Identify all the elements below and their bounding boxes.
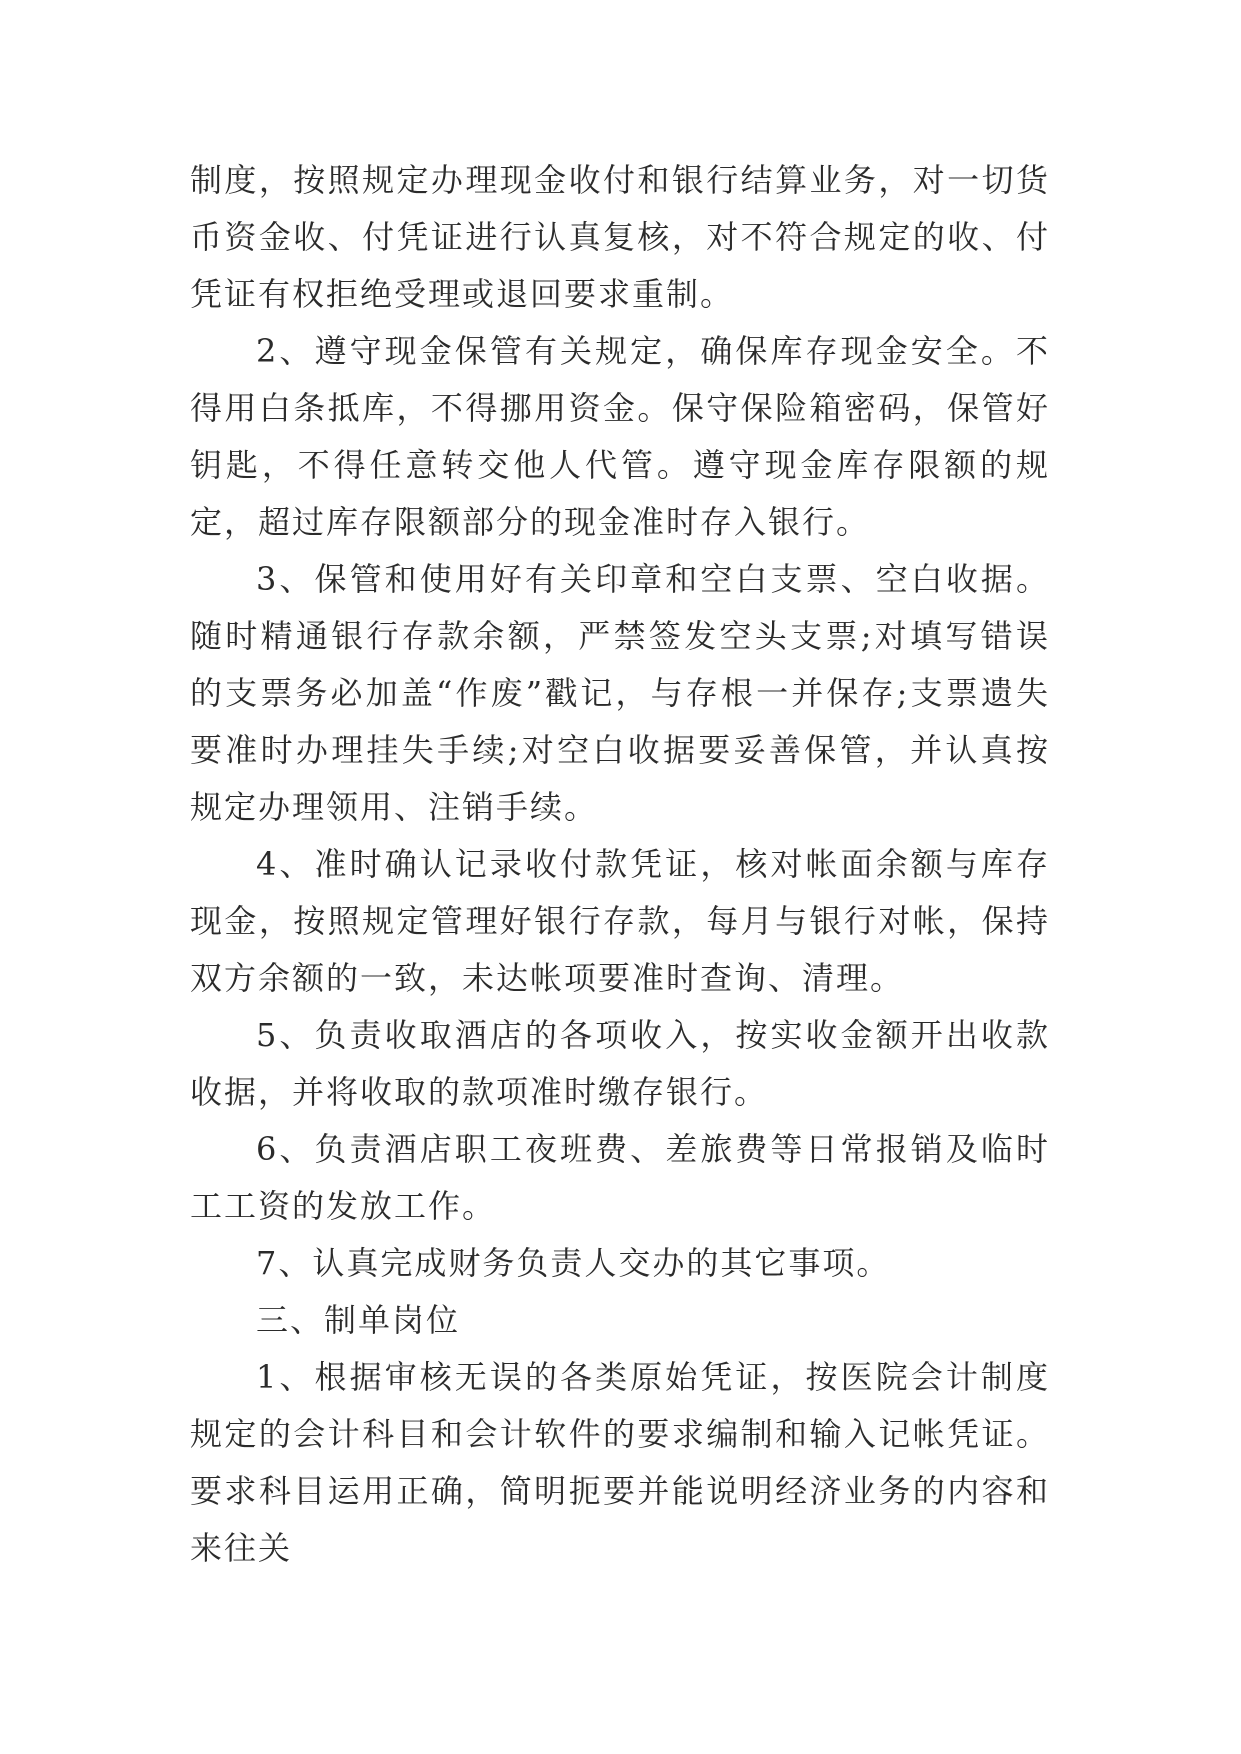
paragraph-item-4: 4、准时确认记录收付款凭证，核对帐面余额与库存现金，按照规定管理好银行存款，每月与银行对帐，保持双方余额的一致，未达帐项要准时查询、清理。	[190, 845, 1050, 997]
paragraph-voucher-item-1: 1、根据审核无误的各类原始凭证，按医院会计制度规定的会计科目和会计软件的要求编制和输入记帐凭证。要求科目运用正确，简明扼要并能说明经济业务的内容和来往关	[190, 1358, 1050, 1567]
paragraph-item-5: 5、负责收取酒店的各项收入，按实收金额开出收款收据，并将收取的款项准时缴存银行。	[190, 1016, 1050, 1111]
paragraph-item-7: 7、认真完成财务负责人交办的其它事项。	[256, 1244, 891, 1282]
paragraph-item-2: 2、遵守现金保管有关规定，确保库存现金安全。不得用白条抵库，不得挪用资金。保守保险箱密码，保管好钥匙，不得任意转交他人代管。遵守现金库存限额的规定，超过库存限额部分的现金准时存入银行。	[190, 332, 1050, 541]
document-body	[190, 152, 1050, 1577]
paragraph-cash-rules-continued: 制度，按照规定办理现金收付和银行结算业务，对一切货币资金收、付凭证进行认真复核，对不符合规定的收、付凭证有权拒绝受理或退回要求重制。	[190, 161, 1050, 313]
section-heading: 三、制单岗位	[256, 1301, 461, 1339]
paragraph-item-6: 6、负责酒店职工夜班费、差旅费等日常报销及临时工工资的发放工作。	[190, 1130, 1050, 1225]
paragraph-item-3: 3、保管和使用好有关印章和空白支票、空白收据。随时精通银行存款余额，严禁签发空头支票;对填写错误的支票务必加盖“作废”戳记，与存根一并保存;支票遗失要准时办理挂失手续;对空白收据要妥善保管，并认真按规定办理领用、注销手续。	[190, 560, 1050, 826]
